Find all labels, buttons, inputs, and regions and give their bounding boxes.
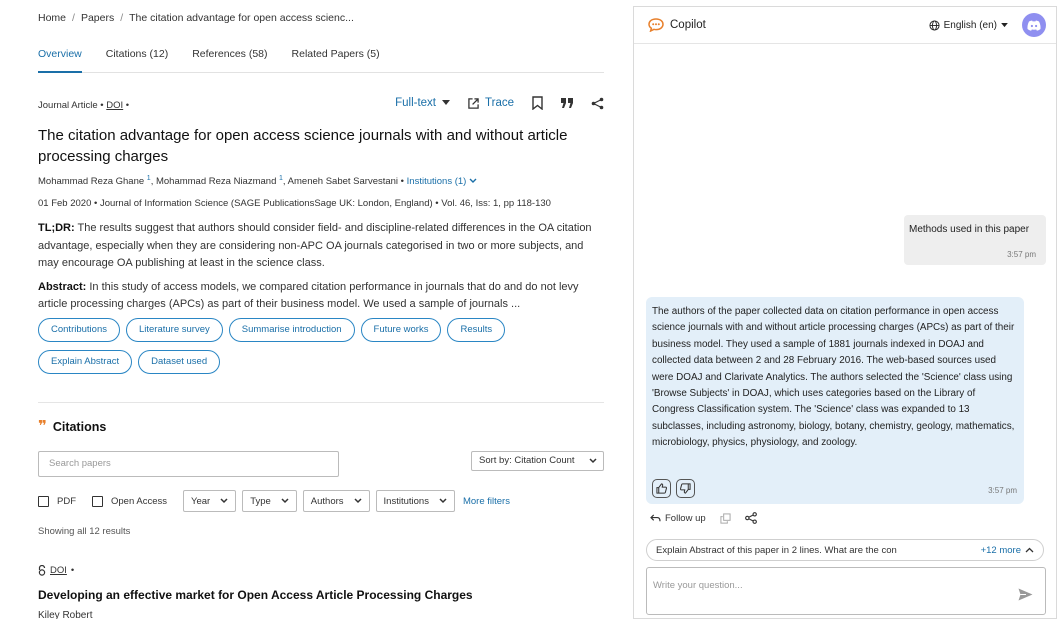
- thumbs-down-button[interactable]: [676, 479, 695, 498]
- doi-link[interactable]: DOI: [106, 100, 124, 111]
- user-message: [904, 215, 1046, 265]
- chip-future-works[interactable]: Future works: [361, 318, 442, 342]
- chevron-down-icon: [439, 498, 447, 504]
- search-papers-input[interactable]: Search papers: [38, 451, 339, 477]
- caret-down-icon: [1001, 23, 1008, 28]
- globe-icon: [929, 20, 940, 31]
- result-doi-link[interactable]: DOI: [50, 565, 67, 576]
- pdf-label: PDF: [57, 495, 76, 507]
- discord-button[interactable]: [1022, 13, 1046, 37]
- citations-title: Citations: [52, 420, 107, 434]
- assistant-message-text: The authors of the paper collected data on citation performance in open access science journals with and without article processing charges (APCs) as part of their business model. They used a sample of 1881 journals indexed in DOAJ and collected data between 2 and 28 February 2016. The web-based sources used were DOAJ and Clarivate Analytics. The authors selected the 'Science' class using 'Browse Subjects' in DOAJ, which uses categories based on the Library of Congress Classification system. The 'Science' class was expanded to 13 subclasses, including astronomy, biology, botany, chemistry, geology, mathematics, microbiology, physics, physiology, and zoology.: [652, 306, 1015, 449]
- tldr-text: The results suggest that authors should consider field- and discipline-related differences in the OA citation advantage, especially when they are considering non-APC OA journals categorised in two or more subjects, and may encourage OA publishing at least in the science class.: [38, 222, 592, 269]
- assistant-message-time: 3:57 pm: [988, 486, 1017, 495]
- year-label: Year: [190, 495, 211, 507]
- result-meta: DOI •: [38, 565, 74, 576]
- fulltext-button[interactable]: [395, 97, 450, 109]
- tldr-section: [38, 220, 598, 273]
- user-message-time: 3:57 pm: [1007, 250, 1036, 259]
- quick-question-chips: [38, 318, 598, 374]
- copilot-header: [634, 7, 1056, 44]
- tab-related-papers[interactable]: Related Papers (5): [291, 48, 380, 60]
- paper-title: The citation advantage for open access science journals with and without article processing charges: [38, 127, 568, 165]
- share-icon[interactable]: [745, 512, 757, 524]
- copy-icon[interactable]: [720, 513, 731, 524]
- copilot-panel: [633, 6, 1057, 619]
- checkbox-box: [92, 496, 103, 507]
- paper-tabs: [38, 42, 604, 73]
- tab-citations[interactable]: Citations (12): [105, 48, 169, 60]
- abstract-text: In this study of access models, we compared citation performance in journals that do and do not levy article processing charges (APCs) as part of their business model. We used a sample of journals ...: [38, 281, 579, 310]
- send-icon[interactable]: [1018, 588, 1033, 601]
- thumbs-down-icon: [680, 483, 691, 494]
- follow-up-button[interactable]: [650, 513, 706, 524]
- share-icon[interactable]: [591, 97, 604, 110]
- author-name[interactable]: Mohammad Reza Ghane: [38, 176, 145, 188]
- suggested-question[interactable]: [646, 539, 1044, 561]
- thumbs-up-icon: [656, 483, 667, 494]
- chat-bubble-icon: [648, 18, 664, 32]
- trace-button[interactable]: [468, 97, 514, 109]
- chip-contributions[interactable]: Contributions: [38, 318, 120, 342]
- chevron-down-icon: [220, 498, 228, 504]
- question-input[interactable]: [646, 567, 1046, 615]
- sort-label: Sort by: Citation Count: [479, 455, 575, 466]
- chevron-down-icon: [589, 458, 597, 464]
- breadcrumb-papers[interactable]: Papers: [80, 12, 115, 24]
- institutions-filter-label: Institutions: [383, 495, 429, 507]
- followup-row: [650, 512, 757, 524]
- results-count: Showing all 12 results: [38, 526, 131, 537]
- chip-explain-abstract[interactable]: Explain Abstract: [38, 350, 132, 374]
- abstract-section: [38, 279, 604, 313]
- chip-dataset-used[interactable]: Dataset used: [138, 350, 220, 374]
- copilot-title: Copilot: [670, 19, 706, 31]
- open-access-lock-icon: [38, 565, 46, 576]
- filter-bar: [38, 490, 510, 512]
- paper-meta-row: [38, 98, 604, 114]
- chevron-down-icon: [354, 498, 362, 504]
- language-label: English (en): [943, 19, 997, 31]
- fulltext-label: Full-text: [395, 97, 437, 109]
- trace-label: Trace: [485, 97, 514, 109]
- quote-icon: ❞: [38, 418, 47, 435]
- paper-type-label: Journal Article: [38, 100, 98, 111]
- follow-up-label: Follow up: [665, 512, 706, 524]
- breadcrumb: Home / Papers / The citation advantage for open access scienc...: [38, 12, 354, 24]
- journal-info: 01 Feb 2020 • Journal of Information Science (SAGE PublicationsSage UK: London, England) • Vol. 46, Iss: 1, pp 118-130: [38, 198, 551, 209]
- chevron-up-icon: [1025, 547, 1034, 553]
- type-label: Type: [250, 495, 271, 507]
- author-name[interactable]: Ameneh Sabet Sarvestani: [287, 176, 399, 188]
- author-name[interactable]: Mohammad Reza Niazmand: [155, 176, 277, 188]
- more-suggestions-label: +12 more: [980, 544, 1021, 556]
- question-placeholder: Write your question...: [653, 580, 743, 591]
- institutions-toggle[interactable]: [407, 176, 477, 187]
- chevron-down-icon: [281, 498, 289, 504]
- external-link-icon: [468, 98, 479, 109]
- institutions-filter-dropdown[interactable]: [376, 490, 455, 512]
- language-selector[interactable]: [929, 20, 1008, 31]
- user-message-text: Methods used in this paper: [909, 224, 1030, 235]
- paper-actions: [395, 96, 604, 110]
- chip-results[interactable]: Results: [447, 318, 505, 342]
- affiliation-mark: 1: [146, 175, 151, 182]
- more-filters-link[interactable]: More filters: [462, 495, 510, 507]
- type-filter-dropdown[interactable]: [242, 490, 297, 512]
- thumbs-up-button[interactable]: [652, 479, 671, 498]
- reply-arrow-icon: [650, 514, 661, 523]
- sort-dropdown[interactable]: [471, 451, 604, 471]
- affiliation-mark: 1: [279, 175, 283, 182]
- author-list: Mohammad Reza Ghane $^1$, Mohammad Reza Niazmand $^1$, Ameneh Sabet Sarvestani • Institutions (1): [38, 175, 477, 187]
- bookmark-icon[interactable]: [532, 96, 543, 110]
- breadcrumb-current: The citation advantage for open access scienc...: [129, 12, 354, 24]
- citations-heading: [38, 420, 106, 434]
- tab-overview[interactable]: Overview: [38, 42, 82, 73]
- more-suggestions-toggle[interactable]: [981, 545, 1034, 556]
- paper-type: Journal Article • DOI •: [38, 100, 130, 111]
- abstract-label: Abstract:: [38, 281, 87, 293]
- assistant-message: [646, 297, 1024, 504]
- result-title[interactable]: Developing an effective market for Open Access Article Processing Charges: [38, 588, 473, 602]
- institutions-label: Institutions (1): [406, 176, 467, 188]
- checkbox-box: [38, 496, 49, 507]
- result-author[interactable]: Kiley Robert: [38, 610, 93, 619]
- discord-icon: [1027, 20, 1041, 31]
- caret-down-icon: [442, 100, 450, 106]
- tldr-label: TL;DR:: [38, 222, 75, 234]
- section-divider: [38, 402, 604, 403]
- pdf-filter-checkbox[interactable]: [38, 496, 76, 507]
- tab-references[interactable]: References (58): [192, 48, 268, 60]
- year-filter-dropdown[interactable]: [183, 490, 236, 512]
- suggested-question-text: Explain Abstract of this paper in 2 lines. What are the con: [656, 544, 897, 556]
- chip-literature-survey[interactable]: Literature survey: [126, 318, 223, 342]
- open-access-label: Open Access: [111, 495, 167, 507]
- breadcrumb-home[interactable]: Home: [38, 12, 67, 24]
- chip-summarise-introduction[interactable]: Summarise introduction: [229, 318, 355, 342]
- chevron-down-icon: [469, 178, 477, 184]
- open-access-filter-checkbox[interactable]: [92, 496, 167, 507]
- cite-quote-icon[interactable]: [561, 98, 573, 108]
- authors-label: Authors: [310, 495, 344, 507]
- feedback-buttons: [652, 479, 695, 498]
- authors-filter-dropdown[interactable]: [303, 490, 370, 512]
